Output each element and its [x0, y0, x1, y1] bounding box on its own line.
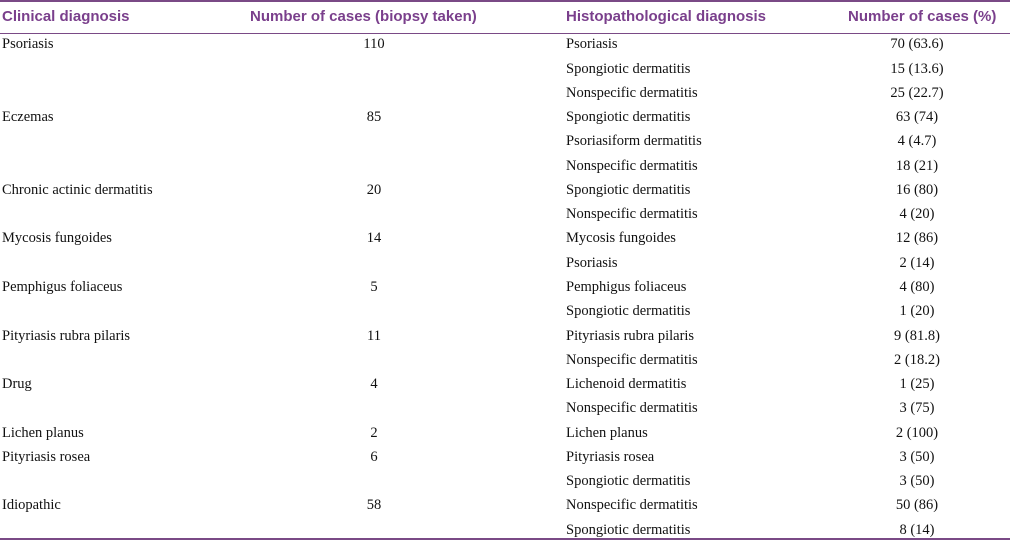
header-histopathological-diagnosis: Histopathological diagnosis	[566, 8, 767, 25]
clinical-diagnosis-cell: Chronic actinic dermatitis	[2, 182, 153, 198]
histo-diagnosis-cell: Pemphigus foliaceus	[566, 279, 687, 295]
histo-diagnosis-cell: Lichenoid dermatitis	[566, 376, 687, 392]
table-header-rule	[0, 33, 1010, 34]
histo-diagnosis-cell: Spongiotic dermatitis	[566, 182, 691, 198]
histo-diagnosis-cell: Spongiotic dermatitis	[566, 473, 691, 489]
table-top-rule	[0, 0, 1010, 2]
histo-diagnosis-cell: Spongiotic dermatitis	[566, 61, 691, 77]
histo-diagnosis-cell: Lichen planus	[566, 425, 648, 441]
histo-diagnosis-cell: Nonspecific dermatitis	[566, 206, 698, 222]
clinical-diagnosis-cell: Psoriasis	[2, 36, 54, 52]
clinical-diagnosis-cell: Pityriasis rosea	[2, 449, 91, 465]
histo-diagnosis-cell: Pityriasis rosea	[566, 449, 655, 465]
histo-diagnosis-cell: Mycosis fungoides	[566, 230, 676, 246]
histo-diagnosis-cell: Nonspecific dermatitis	[566, 85, 698, 101]
clinical-diagnosis-cell: Lichen planus	[2, 425, 84, 441]
histo-diagnosis-cell: Spongiotic dermatitis	[566, 522, 691, 538]
histo-diagnosis-cell: Nonspecific dermatitis	[566, 158, 698, 174]
clinical-diagnosis-cell: Idiopathic	[2, 497, 61, 513]
clinical-diagnosis-cell: Pemphigus foliaceus	[2, 279, 123, 295]
header-number-of-cases-percent: Number of cases (%)	[848, 8, 997, 25]
histo-diagnosis-cell: Spongiotic dermatitis	[566, 303, 691, 319]
histo-diagnosis-cell: Psoriasiform dermatitis	[566, 133, 702, 149]
clinical-diagnosis-cell: Pityriasis rubra pilaris	[2, 328, 131, 344]
header-number-of-cases-biopsy: Number of cases (biopsy taken)	[250, 8, 477, 25]
clinical-diagnosis-cell: Mycosis fungoides	[2, 230, 112, 246]
histo-diagnosis-cell: Pityriasis rubra pilaris	[566, 328, 695, 344]
histo-diagnosis-cell: Spongiotic dermatitis	[566, 109, 691, 125]
histo-diagnosis-cell: Psoriasis	[566, 36, 618, 52]
clinical-diagnosis-cell: Eczemas	[2, 109, 54, 125]
histo-diagnosis-cell: Nonspecific dermatitis	[566, 400, 698, 416]
histo-diagnosis-cell: Nonspecific dermatitis	[566, 497, 698, 513]
clinical-diagnosis-cell: Drug	[2, 376, 32, 392]
histo-diagnosis-cell: Psoriasis	[566, 255, 618, 271]
header-clinical-diagnosis: Clinical diagnosis	[2, 8, 130, 25]
histo-diagnosis-cell: Nonspecific dermatitis	[566, 352, 698, 368]
